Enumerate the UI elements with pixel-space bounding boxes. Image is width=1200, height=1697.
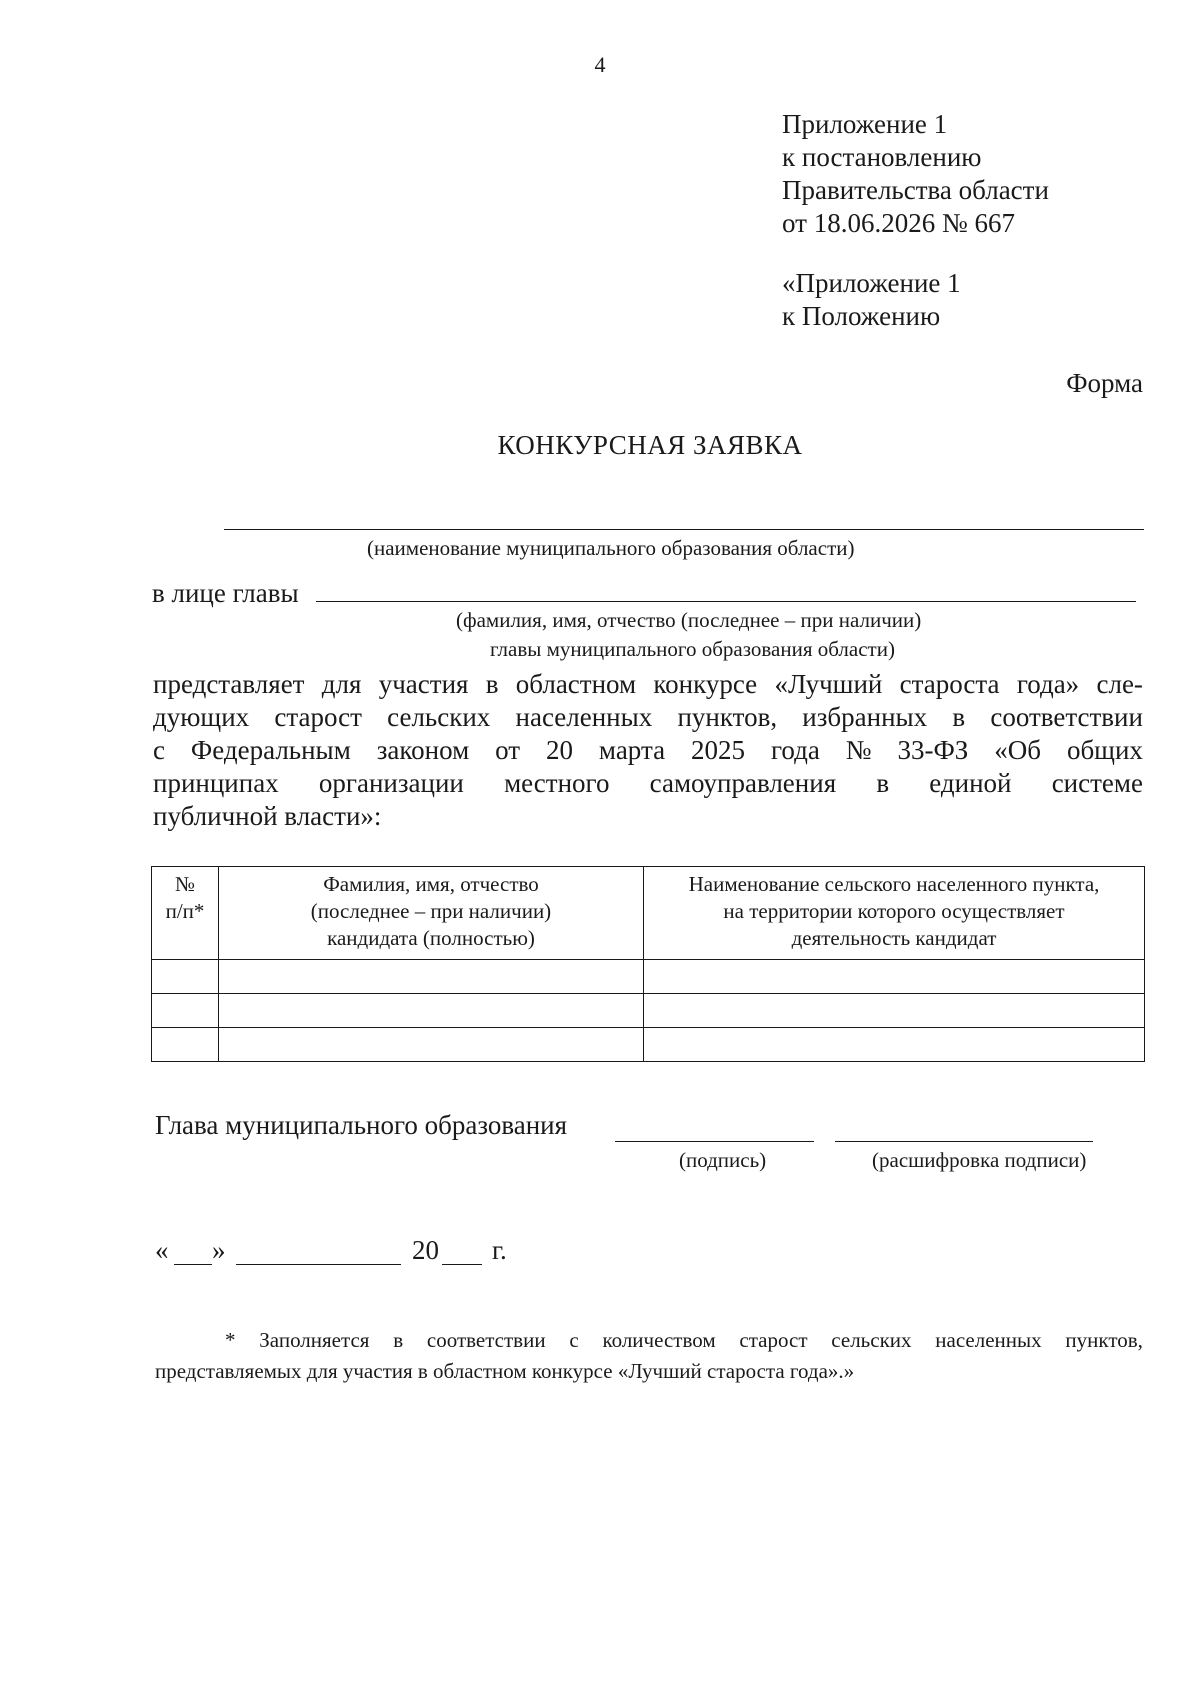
footnote-word: Заполняется (259, 1328, 370, 1352)
header-line: кандидата (полностью) (327, 926, 535, 950)
footnote-line (155, 1325, 1143, 1356)
decoding-caption: (расшифровка подписи) (872, 1148, 1087, 1172)
signature-label: Глава муниципального образования (155, 1110, 568, 1140)
annex-line: «Приложение 1 (782, 268, 961, 298)
body-word: сле- (1096, 669, 1143, 699)
footnote-word: сельских (831, 1328, 912, 1352)
body-word: публичной власти»: (153, 801, 382, 831)
approval-line: Приложение 1 (782, 109, 948, 139)
form-label: Форма (1066, 368, 1143, 398)
table-cell[interactable] (219, 960, 644, 994)
body-word: конкурсе (653, 669, 758, 699)
body-word: законом (376, 735, 470, 765)
table-cell[interactable] (152, 1028, 219, 1062)
signature-caption: (подпись) (679, 1148, 767, 1172)
footnote-word: старост (739, 1328, 808, 1352)
body-word: № (845, 735, 872, 765)
head-name-line[interactable] (316, 601, 1136, 602)
date-open-quote: « (155, 1235, 169, 1265)
date-year-line[interactable] (442, 1264, 482, 1265)
table-cell[interactable] (219, 1028, 644, 1062)
body-word: в (485, 669, 499, 699)
body-paragraph (153, 668, 1143, 833)
body-line (153, 734, 1143, 767)
document-title: КОНКУРСНАЯ ЗАЯВКА (497, 430, 803, 460)
footnote-word: соответствии (426, 1328, 546, 1352)
table-row (152, 960, 1145, 994)
header-line: № (174, 872, 196, 896)
table-row (152, 994, 1145, 1028)
header-line: п/п* (165, 899, 205, 923)
footnote-word: количеством (602, 1328, 716, 1352)
body-word: самоуправления (649, 768, 837, 798)
date-month-line[interactable] (236, 1264, 401, 1265)
head-label: в лице главы (152, 578, 299, 608)
body-word: «Лучший (774, 669, 883, 699)
page-number: 4 (594, 52, 606, 77)
head-caption-1: (фамилия, имя, отчество (последнее – при наличии) (456, 608, 922, 632)
approval-block (782, 108, 1049, 333)
approval-line: к постановлению (782, 142, 982, 172)
body-word: общих (1066, 735, 1143, 765)
date-day-line[interactable] (174, 1264, 212, 1265)
table-cell[interactable] (219, 994, 644, 1028)
body-word: с (153, 735, 165, 765)
body-word: населенных (515, 702, 653, 732)
date-year-prefix: 20 (412, 1235, 439, 1265)
body-word: «Об (994, 735, 1041, 765)
body-word: 2025 (691, 735, 746, 765)
header-line: Фамилия, имя, отчество (323, 872, 539, 896)
approval-line: от 18.06.2026 № 667 (782, 208, 1015, 238)
municipality-name-line[interactable] (224, 529, 1144, 530)
body-line (153, 767, 1143, 800)
body-word: местного (504, 768, 610, 798)
table-header-row (152, 867, 1145, 960)
table-cell[interactable] (644, 960, 1145, 994)
body-word: участия (378, 669, 469, 699)
decoding-line[interactable] (835, 1141, 1093, 1142)
header-number (152, 867, 219, 960)
table-row (152, 1028, 1145, 1062)
footnote-word: в (393, 1328, 404, 1352)
table-cell[interactable] (152, 994, 219, 1028)
municipality-caption: (наименование муниципального образования области) (367, 536, 855, 560)
body-word: дующих (153, 702, 250, 732)
annex-line: к Положению (782, 301, 941, 331)
approval-line: Правительства области (782, 175, 1049, 205)
body-line (153, 800, 1143, 833)
header-settlement (644, 867, 1145, 960)
body-word: 20 (545, 735, 573, 765)
footnote-word: * (225, 1328, 236, 1352)
footnote-line: представляемых для участия в областном конкурсе «Лучший староста года».» (155, 1359, 855, 1383)
body-word: системе (1051, 768, 1143, 798)
body-line (153, 668, 1143, 701)
body-word: организации (318, 768, 464, 798)
body-word: избранных (802, 702, 928, 732)
body-word: марта (598, 735, 666, 765)
body-word: представляет (153, 669, 305, 699)
body-word: старост (274, 702, 362, 732)
body-word: пунктов, (677, 702, 778, 732)
header-line: Наименование сельского населенного пункта, (688, 872, 1100, 896)
header-line: деятельность кандидат (791, 926, 997, 950)
body-word: сельских (387, 702, 491, 732)
body-word: соответствии (990, 702, 1143, 732)
body-word: областном (515, 669, 637, 699)
body-word: в (952, 702, 966, 732)
body-word: от (495, 735, 521, 765)
footnote-word: с (569, 1328, 579, 1352)
head-caption-2: главы муниципального образования области) (490, 637, 895, 661)
footnote (155, 1325, 1143, 1387)
candidates-table (151, 866, 1145, 1062)
body-word: года» (1016, 669, 1080, 699)
footnote-word: пунктов, (1065, 1328, 1143, 1352)
body-word: 33-ФЗ (897, 735, 969, 765)
table-cell[interactable] (644, 994, 1145, 1028)
footnote-word: населенных (935, 1328, 1042, 1352)
date-year-suffix: г. (492, 1235, 507, 1265)
header-line: на территории которого осуществляет (723, 899, 1065, 923)
body-word: староста (899, 669, 1000, 699)
body-word: года (770, 735, 820, 765)
signature-line[interactable] (615, 1141, 814, 1142)
header-line: (последнее – при наличии) (310, 899, 552, 923)
body-word: единой (929, 768, 1012, 798)
header-candidate-name (219, 867, 644, 960)
body-word: в (876, 768, 890, 798)
body-word: Федеральным (190, 735, 351, 765)
date-close-quote: » (212, 1235, 226, 1265)
body-line (153, 701, 1143, 734)
table-cell[interactable] (152, 960, 219, 994)
body-word: принципах (153, 768, 279, 798)
body-word: для (321, 669, 362, 699)
table-cell[interactable] (644, 1028, 1145, 1062)
